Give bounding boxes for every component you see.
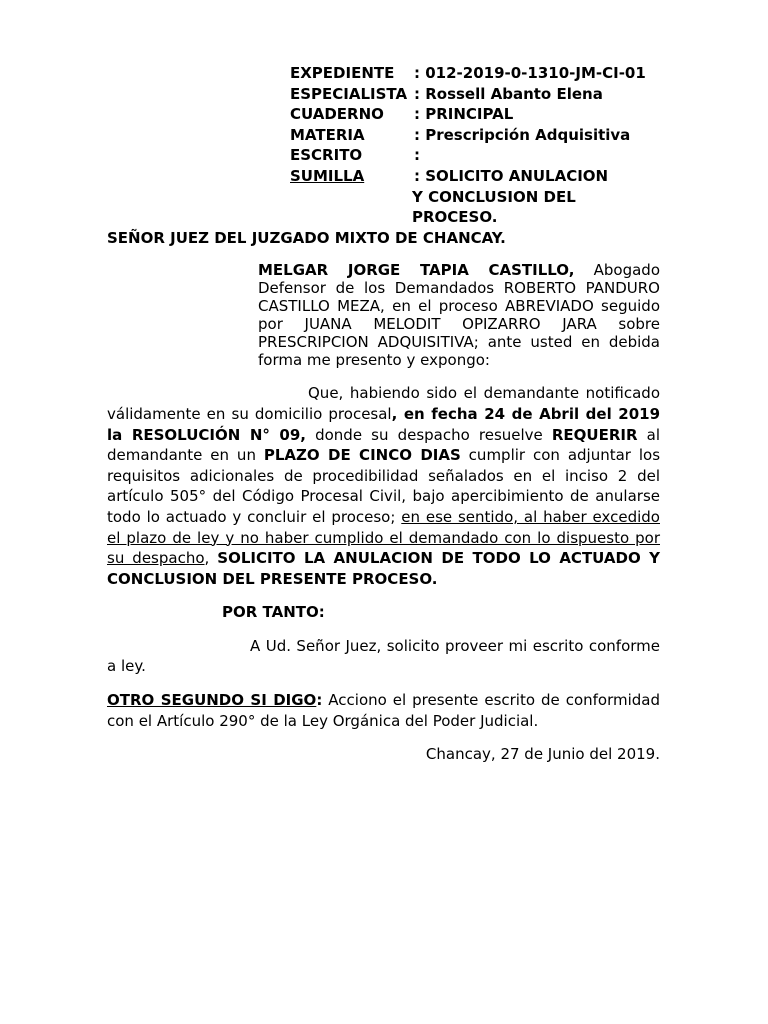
otrosi-label: OTRO SEGUNDO SI DIGO [107, 691, 317, 710]
header-row-especialista [290, 84, 670, 105]
addressee: SEÑOR JUEZ DEL JUZGADO MIXTO DE CHANCAY. [107, 228, 506, 247]
body-bold: REQUERIR [551, 425, 638, 444]
body-text: , [204, 549, 218, 568]
header-value: : Rossell Abanto Elena [414, 84, 603, 103]
date-line: Chancay, 27 de Junio del 2019. [425, 745, 660, 764]
por-tanto-heading: POR TANTO: [222, 603, 325, 622]
header-row-escrito [290, 145, 670, 166]
otrosi-text: Acciono el presente escrito de conformidad con el Artículo 290° de la Ley Orgánica del Poder Judicial. [107, 691, 661, 730]
body-text: Que, habiendo sido el demandante notificado válidamente en su domicilio procesal [107, 384, 660, 423]
document-page [107, 63, 660, 765]
header-value: : SOLICITO ANULACION [414, 166, 609, 185]
header-value: : 012-2019-0-1310-JM-CI-01 [414, 64, 646, 82]
header-key: CUADERNO [290, 105, 384, 124]
intro-text: Abogado Defensor de los Demandados ROBERTO PANDURO CASTILLO MEZA, en el proceso ABREVIADO seguido por JUANA MELODIT OPIZARRO JARA sobre PRESCRIPCION ADQUISITIVA; ante usted en debida forma me presento y expongo: [258, 261, 660, 370]
body-bold: , en fecha 24 de Abril del 2019 la RESOLUCIÓN N° 09, [107, 404, 661, 444]
body-bold: PLAZO DE CINCO DIAS [263, 446, 461, 465]
body-text: cumplir con adjuntar los requisitos adicionales de procedibilidad señalados en el inciso 2 del artículo 505° del Código Procesal Civil, bajo apercibimiento de anularse todo lo actuado y concluir el proceso; [107, 446, 661, 526]
lawyer-name: MELGAR JORGE TAPIA CASTILLO, [258, 261, 575, 280]
header-row-materia [290, 125, 670, 146]
sumilla-continuation: PROCESO. [412, 208, 498, 227]
otrosi-paragraph [107, 690, 660, 731]
body-underlined: en ese sentido, al haber excedido el plazo de ley y no haber cumplido el demandado con lo dispuesto por su despacho [107, 507, 660, 568]
body-paragraph [107, 383, 660, 589]
header-value: : Prescripción Adquisitiva [414, 125, 631, 144]
header-value: : PRINCIPAL [414, 105, 514, 124]
body-text: al demandante en un [107, 425, 660, 465]
request-text: A Ud. Señor Juez, solicito proveer mi escrito conforme a ley. [107, 636, 660, 676]
header-key: ESPECIALISTA [290, 84, 408, 103]
otrosi-colon: : [316, 691, 323, 710]
header-row-cuaderno [290, 104, 670, 125]
header-key: ESCRITO [290, 146, 363, 165]
body-text: donde su despacho resuelve [306, 425, 552, 444]
sumilla-continuation: Y CONCLUSION DEL [412, 187, 576, 206]
header-key: MATERIA [290, 125, 365, 144]
header-row-sumilla [290, 166, 670, 187]
header-value: : [414, 146, 420, 165]
header-key: SUMILLA [290, 166, 365, 185]
header-key: EXPEDIENTE [290, 64, 395, 82]
case-header [290, 63, 670, 228]
request-paragraph [107, 636, 660, 677]
intro-paragraph [258, 261, 660, 369]
body-bold: SOLICITO LA ANULACION DE TODO LO ACTUADO Y CONCLUSION DEL PRESENTE PROCESO. [107, 549, 660, 588]
header-row-expediente [290, 63, 670, 84]
